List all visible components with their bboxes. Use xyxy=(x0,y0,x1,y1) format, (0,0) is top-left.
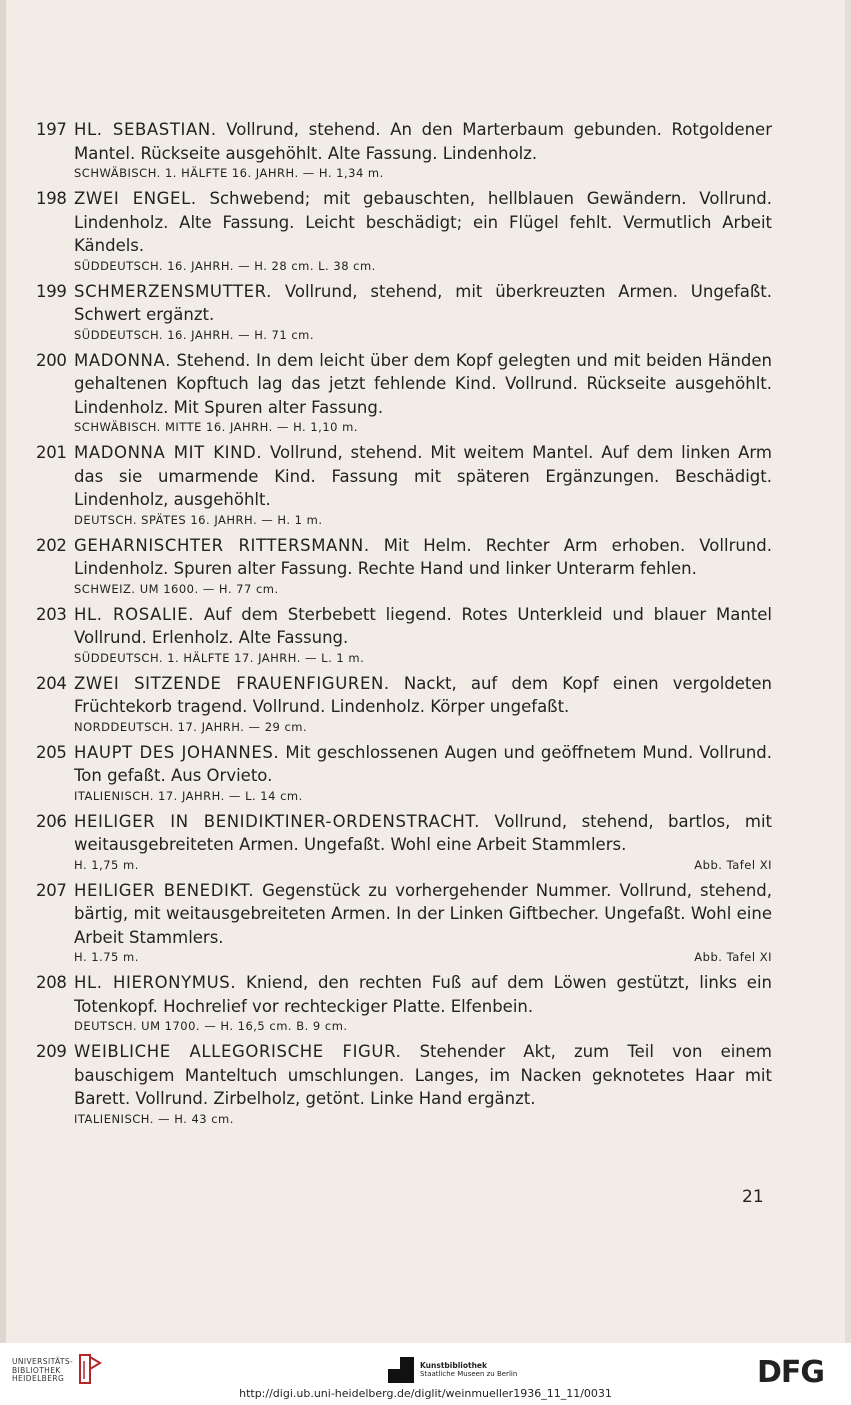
entry-number: 197 xyxy=(36,120,67,139)
entry-body: Gegenstück zu vorhergehender Nummer. Vollrund, stehend, bärtig, mit weitausgebreiteten Armen. In der Linken Giftbecher. Ungefaßt. Wohl eine Arbeit Stammlers. xyxy=(74,880,772,947)
dfg-logo[interactable]: DFG xyxy=(757,1355,825,1390)
catalog-entry xyxy=(6,187,851,274)
entry-number: 198 xyxy=(36,189,67,208)
entry-body: Vollrund, stehend. Mit weitem Mantel. Auf dem linken Arm das sie umarmende Kind. Fassung mit späteren Ergänzungen. Beschädigt. Lindenholz, ausgehöhlt. xyxy=(74,443,772,509)
entry-text xyxy=(74,349,772,420)
entry-origin: H. 1.75 m. xyxy=(74,950,139,964)
entry-number: 208 xyxy=(36,973,67,992)
entry-body: Vollrund, stehend. An den Marterbaum gebunden. Rotgoldener Mantel. Rückseite ausgehöhlt. Alte Fassung. Lindenholz. xyxy=(74,120,772,163)
entry-number: 207 xyxy=(36,880,67,900)
entry-text xyxy=(74,1040,772,1111)
entry-number: 209 xyxy=(36,1042,67,1061)
entry-number: 199 xyxy=(36,281,67,301)
entry-origin: ITALIENISCH. 17. JAHRH. — L. 14 cm. xyxy=(74,788,303,803)
entry-origin: ITALIENISCH. — H. 43 cm. xyxy=(74,1111,234,1126)
entry-text xyxy=(74,118,772,165)
entry-plate: Abb. Tafel XI xyxy=(694,950,772,964)
entry-meta xyxy=(74,327,772,343)
ub-logo-line: HEIDELBERG xyxy=(12,1374,65,1383)
entry-title: HL. SEBASTIAN. xyxy=(74,120,217,139)
entry-meta xyxy=(74,788,772,804)
catalog-entry xyxy=(6,118,851,181)
entry-title: HAUPT DES JOHANNES. xyxy=(74,742,280,762)
entry-meta xyxy=(74,258,772,274)
entry-body: Stehend. In dem leicht über dem Kopf gelegten und mit beiden Händen gehaltenen Kopftuch lag das jetzt fehlende Kind. Vollrund. Rückseite ausgehöhlt. Lindenholz. Mit Spuren alter Fassung. xyxy=(74,350,772,417)
entry-number: 204 xyxy=(36,673,67,693)
entry-meta xyxy=(74,1018,772,1034)
entry-text xyxy=(74,534,772,581)
entry-title: HEILIGER BENEDIKT. xyxy=(74,880,255,900)
ub-seal-icon xyxy=(76,1353,102,1385)
entry-meta xyxy=(74,581,772,597)
entry-title: HL. ROSALIE. xyxy=(74,604,195,624)
permalink-url[interactable]: http://digi.ub.uni-heidelberg.de/diglit/weinmueller1936_11_11/0031 xyxy=(239,1387,612,1400)
entry-meta xyxy=(74,1111,772,1127)
entry-text xyxy=(74,879,772,950)
entry-origin: SCHWÄBISCH. 1. HÄLFTE 16. JAHRH. — H. 1,34 m. xyxy=(74,166,384,180)
entry-body: Auf dem Sterbebett liegend. Rotes Unterkleid und blauer Mantel Vollrund. Erlenholz. Alte Fassung. xyxy=(74,604,772,647)
entry-origin: H. 1,75 m. xyxy=(74,857,139,872)
kunstbibliothek-icon xyxy=(388,1357,414,1383)
catalog-entry xyxy=(6,1040,851,1127)
entry-text xyxy=(74,441,772,512)
entry-body: Schwebend; mit gebauschten, hellblauen Gewändern. Vollrund. Lindenholz. Alte Fassung. Leicht beschädigt; ein Flügel fehlt. Vermutlich Arbeit Kändels. xyxy=(74,189,772,255)
catalog-entry xyxy=(6,879,851,966)
entry-body: Nackt, auf dem Kopf einen vergoldeten Früchtekorb tragend. Vollrund. Lindenholz. Körper ungefaßt. xyxy=(74,673,772,716)
entry-text xyxy=(74,971,772,1018)
entry-meta xyxy=(74,949,772,965)
entry-text xyxy=(74,187,772,258)
entry-meta xyxy=(74,419,772,435)
entry-number: 200 xyxy=(36,350,67,370)
viewer-footer xyxy=(0,1343,851,1405)
entry-title: ZWEI ENGEL. xyxy=(74,189,197,208)
kunstbibliothek-logo[interactable] xyxy=(388,1357,517,1383)
entry-meta xyxy=(74,719,772,735)
entry-body: Kniend, den rechten Fuß auf dem Löwen gestützt, links ein Totenkopf. Hochrelief vor rechteckiger Platte. Elfenbein. xyxy=(74,973,772,1016)
entry-origin: SÜDDEUTSCH. 16. JAHRH. — H. 71 cm. xyxy=(74,327,314,342)
entry-title: GEHARNISCHTER RITTERSMANN. xyxy=(74,535,370,555)
catalog-entry xyxy=(6,810,851,873)
kunstbibliothek-label xyxy=(420,1361,517,1379)
entry-body: Mit Helm. Rechter Arm erhoben. Vollrund. Lindenholz. Spuren alter Fassung. Rechte Hand und linker Unterarm fehlen. xyxy=(74,535,772,578)
entry-meta xyxy=(74,512,772,528)
entry-body: Stehender Akt, zum Teil von einem bauschigem Manteltuch umschlungen. Langes, im Nacken geknotetes Haar mit Barett. Vollrund. Zirbelholz, getönt. Linke Hand ergänzt. xyxy=(74,1042,772,1108)
entry-number: 203 xyxy=(36,604,67,624)
entry-title: HEILIGER IN BENIDIKTINER-ORDENSTRACHT. xyxy=(74,811,480,831)
catalog-entry xyxy=(6,603,851,666)
catalog-entry xyxy=(6,971,851,1034)
catalog-entry xyxy=(6,672,851,735)
ub-heidelberg-logo[interactable] xyxy=(12,1358,73,1384)
entry-text xyxy=(74,672,772,719)
catalog-entry xyxy=(6,441,851,528)
entry-text xyxy=(74,280,772,327)
entry-number: 206 xyxy=(36,811,67,831)
entry-title: MADONNA. xyxy=(74,350,171,370)
entry-meta xyxy=(74,650,772,666)
entry-text xyxy=(74,603,772,650)
entry-origin: DEUTSCH. UM 1700. — H. 16,5 cm. B. 9 cm. xyxy=(74,1019,348,1033)
entry-body: Vollrund, stehend, mit überkreuzten Armen. Ungefaßt. Schwert ergänzt. xyxy=(74,281,772,324)
entry-body: Vollrund, stehend, bartlos, mit weitausgebreiteten Armen. Ungefaßt. Wohl eine Arbeit Stammlers. xyxy=(74,811,772,854)
entry-origin: SÜDDEUTSCH. 16. JAHRH. — H. 28 cm. L. 38 cm. xyxy=(74,258,376,273)
entry-origin: SÜDDEUTSCH. 1. HÄLFTE 17. JAHRH. — L. 1 m. xyxy=(74,650,365,665)
catalog-entry xyxy=(6,534,851,597)
entry-title: HL. HIERONYMUS. xyxy=(74,973,237,992)
entry-number: 201 xyxy=(36,443,67,462)
catalog-entry xyxy=(6,349,851,436)
entry-title: ZWEI SITZENDE FRAUENFIGUREN. xyxy=(74,673,390,693)
kb-title: Kunstbibliothek xyxy=(420,1361,488,1370)
entry-origin: DEUTSCH. SPÄTES 16. JAHRH. — H. 1 m. xyxy=(74,512,323,527)
entry-meta xyxy=(74,857,772,873)
entry-text xyxy=(74,741,772,788)
entry-title: MADONNA MIT KIND. xyxy=(74,443,263,462)
entry-body: Mit geschlossenen Augen und geöffnetem Mund. Vollrund. Ton gefaßt. Aus Orvieto. xyxy=(74,742,772,785)
entry-meta xyxy=(74,165,772,181)
entry-title: SCHMERZENSMUTTER. xyxy=(74,281,273,301)
kb-subtitle: Staatliche Museen zu Berlin xyxy=(420,1370,518,1378)
entry-number: 202 xyxy=(36,535,67,555)
entry-title: WEIBLICHE ALLEGORISCHE FIGUR. xyxy=(74,1042,402,1061)
entry-origin: NORDDEUTSCH. 17. JAHRH. — 29 cm. xyxy=(74,719,308,734)
ub-logo-line: UNIVERSITÄTS- xyxy=(12,1357,74,1366)
page-number: 21 xyxy=(742,1187,764,1207)
entry-origin: SCHWEIZ. UM 1600. — H. 77 cm. xyxy=(74,581,279,596)
entry-origin: SCHWÄBISCH. MITTE 16. JAHRH. — H. 1,10 m. xyxy=(74,420,358,434)
catalog-entry xyxy=(6,741,851,804)
catalog-entries xyxy=(6,118,851,1133)
catalog-entry xyxy=(6,280,851,343)
entry-text xyxy=(74,810,772,857)
ub-logo-line: BIBLIOTHEK xyxy=(12,1365,61,1375)
entry-plate: Abb. Tafel XI xyxy=(694,857,772,872)
entry-number: 205 xyxy=(36,742,67,762)
